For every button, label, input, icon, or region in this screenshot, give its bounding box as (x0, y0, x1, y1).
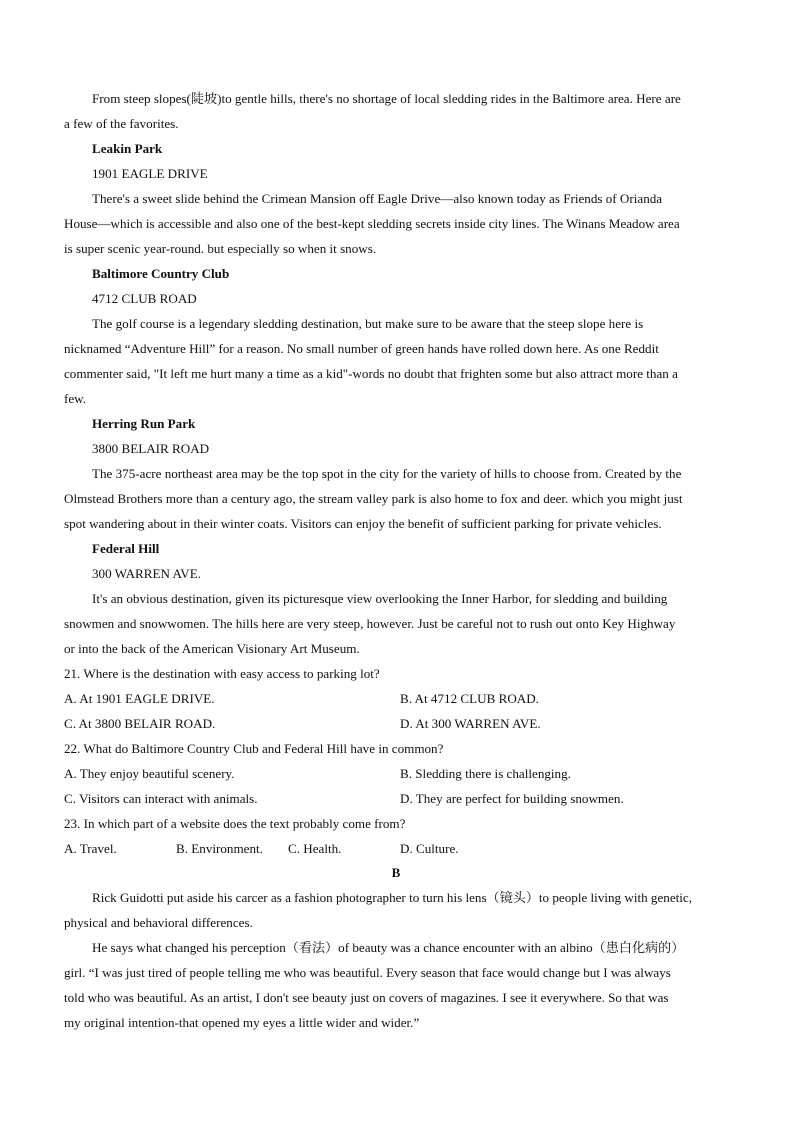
question-21-option-a: A. At 1901 EAGLE DRIVE. (64, 691, 215, 706)
place-name-herring-run-park: Herring Run Park (92, 416, 196, 431)
section-b-heading: B (391, 865, 401, 880)
place-text-line: snowmen and snowwomen. The hills here are very steep, however. Just be careful not to rush out onto Key Highway (64, 616, 676, 631)
passage-b-p1-line: physical and behavioral differences. (64, 915, 253, 930)
question-21-option-c: C. At 3800 BELAIR ROAD. (64, 716, 216, 731)
question-21-stem: 21. Where is the destination with easy access to parking lot? (64, 666, 380, 681)
place-text-line: or into the back of the American Visionary Art Museum. (64, 641, 360, 656)
question-23-option-a: A. Travel. (64, 841, 117, 856)
place-address-baltimore-country-club: 4712 CLUB ROAD (92, 291, 197, 306)
place-address-herring-run-park: 3800 BELAIR ROAD (92, 441, 210, 456)
place-address-leakin-park: 1901 EAGLE DRIVE (92, 166, 208, 181)
place-text-line: House—which is accessible and also one of the best-kept sledding secrets inside city lines. The Winans Meadow area (64, 216, 680, 231)
passage-b-p2-line: girl. “I was just tired of people telling me who was beautiful. Every season that face would change but I was always (64, 965, 671, 980)
place-name-leakin-park: Leakin Park (92, 141, 163, 156)
place-text-line: The golf course is a legendary sledding destination, but make sure to be aware that the steep slope here is (92, 316, 644, 331)
question-22-option-b: B. Sledding there is challenging. (400, 766, 571, 781)
question-23-stem: 23. In which part of a website does the text probably come from? (64, 816, 406, 831)
intro-line-2: a few of the favorites. (64, 116, 179, 131)
passage-b-p1-line: Rick Guidotti put aside his carcer as a fashion photographer to turn his lens（镜头）to people living with genetic, (92, 890, 693, 905)
place-text-line: spot wandering about in their winter coats. Visitors can enjoy the benefit of sufficient parking for private vehicles. (64, 516, 662, 531)
question-22-option-a: A. They enjoy beautiful scenery. (64, 766, 235, 781)
intro-line-1: From steep slopes(陡坡)to gentle hills, there's no shortage of local sledding rides in the Baltimore area. Here are (92, 91, 681, 106)
question-23-option-b: B. Environment. (176, 841, 263, 856)
question-23-option-c: C. Health. (288, 841, 342, 856)
place-text-line: commenter said, "It left me hurt many a time as a kid"-words no doubt that frighten some but also attract more than a (64, 366, 678, 381)
passage-b-p2-line: told who was beautiful. As an artist, I don't see beauty just on covers of magazines. I see it everywhere. So that was (64, 990, 669, 1005)
place-text-line: few. (64, 391, 87, 406)
place-text-line: It's an obvious destination, given its picturesque view overlooking the Inner Harbor, for sledding and building (92, 591, 668, 606)
place-address-federal-hill: 300 WARREN AVE. (92, 566, 202, 581)
place-text-line: is super scenic year-round. but especially so when it snows. (64, 241, 377, 256)
passage-b-p2-line: He says what changed his perception（看法）of beauty was a chance encounter with an albino（患白化病的） (92, 940, 685, 955)
place-name-federal-hill: Federal Hill (92, 541, 160, 556)
place-text-line: The 375-acre northeast area may be the top spot in the city for the variety of hills to choose from. Created by the (92, 466, 682, 481)
place-text-line: Olmstead Brothers more than a century ago, the stream valley park is also home to fox and deer. which you might just (64, 491, 683, 506)
question-21-option-b: B. At 4712 CLUB ROAD. (400, 691, 539, 706)
question-22-option-c: C. Visitors can interact with animals. (64, 791, 258, 806)
question-22-option-d: D. They are perfect for building snowmen. (400, 791, 624, 806)
place-name-baltimore-country-club: Baltimore Country Club (92, 266, 230, 281)
place-text-line: There's a sweet slide behind the Crimean Mansion off Eagle Drive—also known today as Friends of Orianda (92, 191, 663, 206)
question-23-option-d: D. Culture. (400, 841, 459, 856)
question-22-stem: 22. What do Baltimore Country Club and Federal Hill have in common? (64, 741, 444, 756)
passage-b-p2-line: my original intention-that opened my eyes a little wider and wider.” (64, 1015, 420, 1030)
question-21-option-d: D. At 300 WARREN AVE. (400, 716, 541, 731)
place-text-line: nicknamed “Adventure Hill” for a reason. No small number of green hands have rolled down here. As one Reddit (64, 341, 659, 356)
